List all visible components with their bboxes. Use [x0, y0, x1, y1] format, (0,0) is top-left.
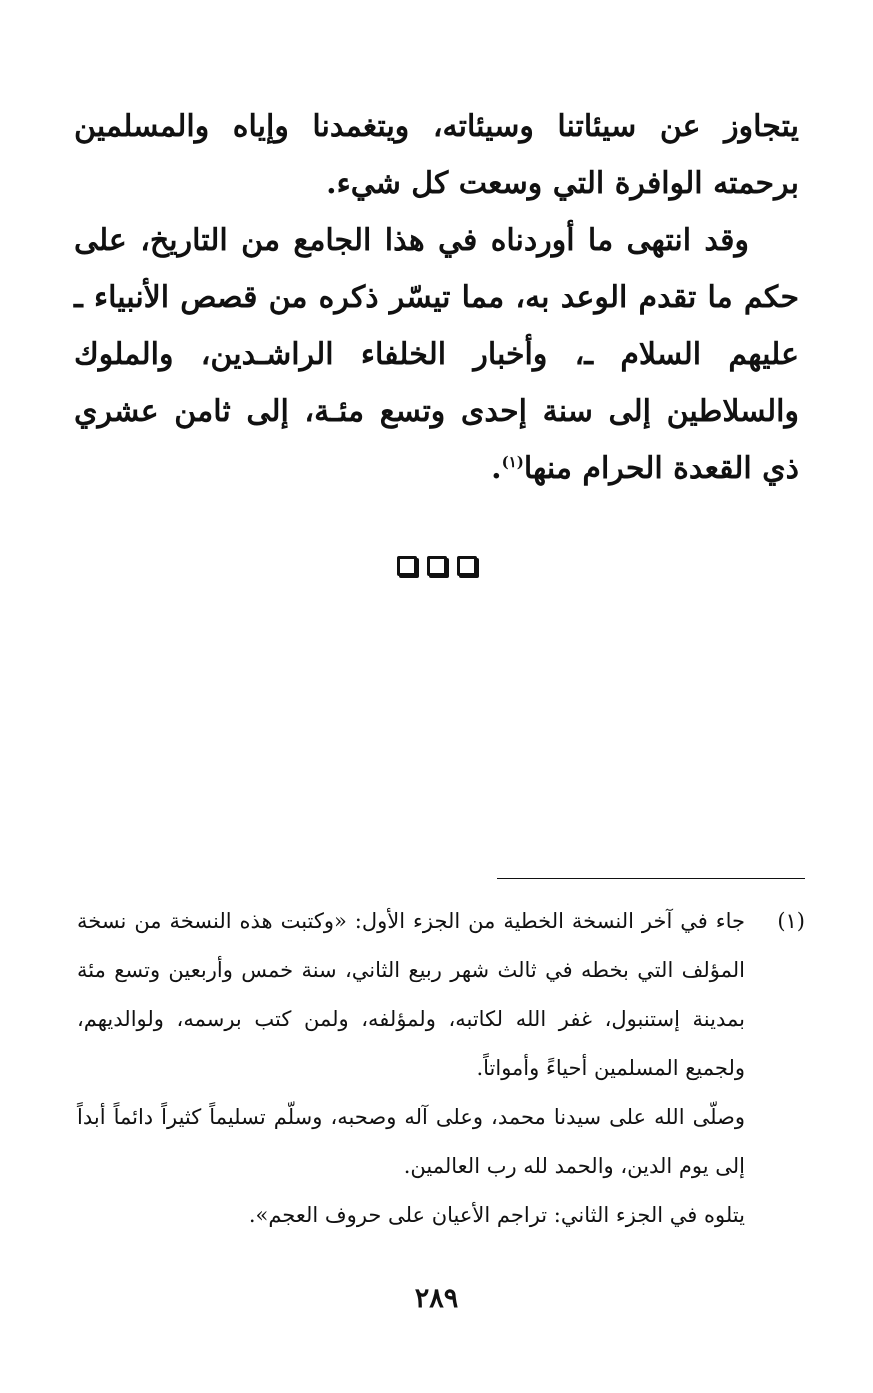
paragraph-2-end: .	[491, 451, 502, 486]
paragraph-2-text: وقد انتهى ما أوردناه في هذا الجامع من التاريخ، على حكم ما تقدم الوعد به، مما تيسّر ذكره من قصص الأنبياء ـ عليهم السلام ـ، وأخبار الخلفاء الراشـدين، والملوك والسلاطين إلى سنة إحدى وتسع مئـة، إلى ثامن عشري ذي القعدة الحرام منها	[74, 223, 799, 486]
footnote-line: يتلوه في الجزء الثاني: تراجم الأعيان على حروف العجم».	[248, 1203, 745, 1227]
footnote-reference[interactable]: (١)	[501, 453, 524, 471]
footnote-line: جاء في آخر النسخة الخطية من الجزء الأول: «وكتبت هذه النسخة من نسخة المؤلف التي بخطه في ثالث شهر ربيع الثاني، سنة خمس وأربعين وتسع مئة بمدينة إستنبول، غفر الله لكاتبه، ولمؤلفه، ولمن كتب برسمه، ولوالديهم، ولجميع المسلمين أحياءً وأمواتاً.	[77, 909, 745, 1080]
page-number: ٢٨٩	[414, 1283, 459, 1314]
square-ornament-icon	[427, 556, 447, 576]
main-text	[74, 98, 799, 497]
section-separator-ornament	[0, 556, 873, 576]
footnote-line: وصلّى الله على سيدنا محمد، وعلى آله وصحبه، وسلّم تسليماً كثيراً دائماً أبداً إلى يوم الدين، والحمد لله رب العالمين.	[77, 1105, 745, 1178]
paragraph-2	[74, 212, 799, 497]
footnotes	[77, 897, 805, 1240]
paragraph-1: يتجاوز عن سيئاتنا وسيئاته، ويتغمدنا وإياه والمسلمين برحمته الوافرة التي وسعت كل شيء.	[74, 109, 799, 201]
footnote-item	[77, 897, 805, 1240]
footnote-body	[77, 897, 745, 1240]
footnote-divider	[497, 878, 805, 879]
square-ornament-icon	[457, 556, 477, 576]
footnote-number: (١)	[777, 909, 805, 933]
square-ornament-icon	[397, 556, 417, 576]
